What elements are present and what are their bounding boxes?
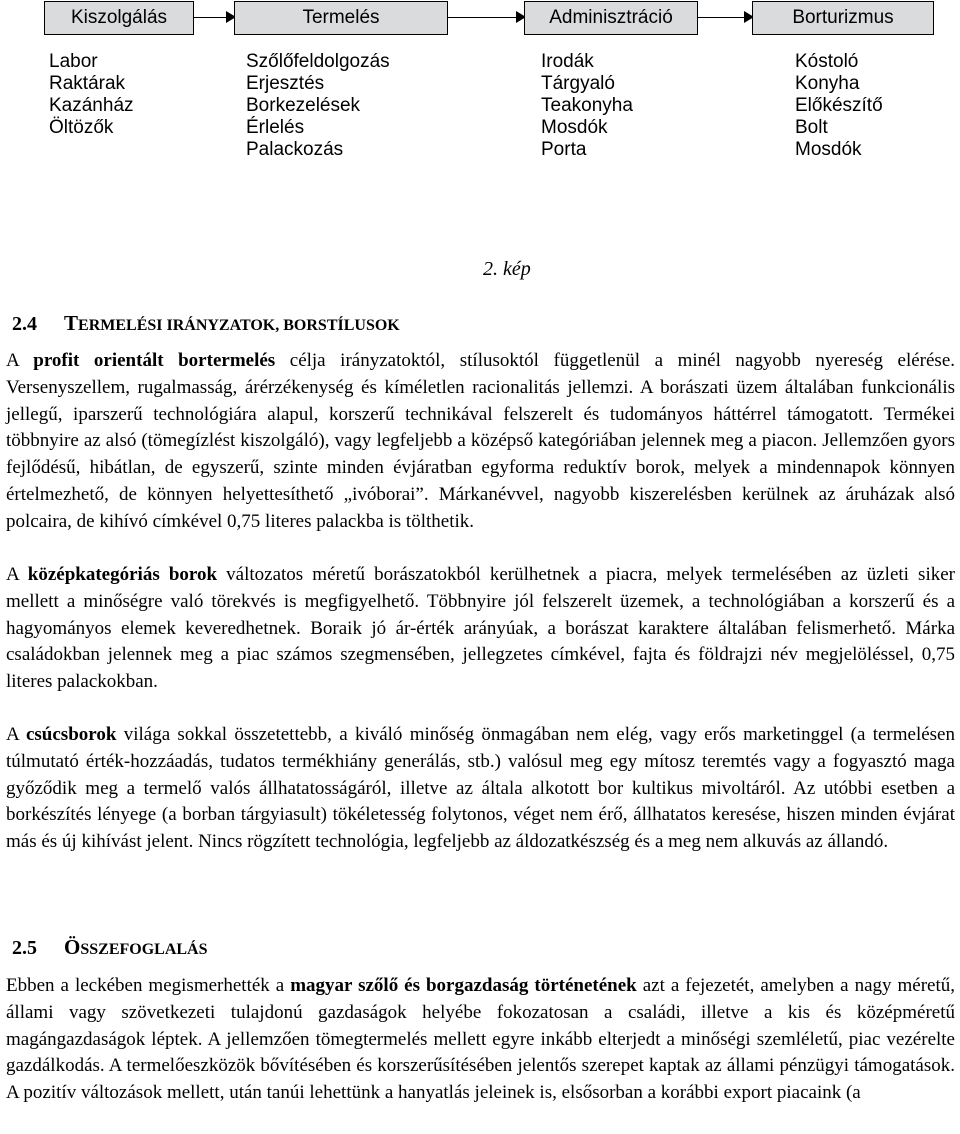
list-item: Labor	[49, 51, 98, 72]
header-box-adminisztracio: Adminisztráció	[524, 1, 698, 35]
list-item: Erjesztés	[246, 73, 325, 94]
figure-caption: 2. kép	[483, 258, 531, 280]
list-item: Irodák	[541, 51, 594, 72]
arrow-right-1	[194, 17, 234, 18]
header-box-kiszolgalas: Kiszolgálás	[44, 1, 194, 35]
list-item: Bolt	[795, 117, 828, 138]
list-item: Tárgyaló	[541, 73, 615, 94]
arrow-right-2	[448, 17, 524, 18]
section-number: 2.5	[12, 937, 37, 959]
list-item: Porta	[541, 139, 587, 160]
section-heading-2-4	[12, 311, 400, 336]
section-heading-2-5	[12, 935, 208, 960]
list-item: Konyha	[795, 73, 860, 94]
list-item: Előkészítő	[795, 95, 883, 116]
column-termeles	[246, 51, 390, 161]
list-item: Szőlőfeldolgozás	[246, 51, 390, 72]
bold-term: profit orientált bortermelés	[33, 350, 276, 371]
column-borturizmus	[795, 51, 883, 161]
column-adminisztracio	[541, 51, 633, 161]
list-item: Mosdók	[541, 117, 608, 138]
paragraph-summary: Ebben a leckében megismerhették a magyar szőlő és borgazdaság történetének azt a fejezetét, amelyben a nagy méretű, állami vagy szövetkezeti tulajdonú gazdaságok helyébe fokozatosan a családi, illetve a kis és középméretű magángazdaságok léptek. A jellemzően tömegtermelés mellett egyre inkább elterjedt a minőségi szemléletű, piac vezérelte gazdálkodás. A termelőeszközök bővítésében és korszerűsítésében jelentős szerepet kaptak az állami pénzügyi támogatások. A pozitív változások mellett, után tanúi lehettünk a hanyatlás jeleinek is, elsősorban a korábbi export piacaink (a	[6, 975, 955, 1104]
list-item: Palackozás	[246, 139, 344, 160]
list-item: Raktárak	[49, 73, 126, 94]
header-box-borturizmus: Borturizmus	[752, 1, 934, 35]
bold-term: középkategóriás borok	[27, 564, 218, 585]
list-item: Öltözők	[49, 117, 114, 138]
section-title: SSZEFOGLALÁS	[80, 941, 208, 958]
arrow-right-3	[698, 17, 752, 18]
list-item: Kóstoló	[795, 51, 859, 72]
list-item: Borkezelések	[246, 95, 361, 116]
section-number: 2.4	[12, 313, 37, 335]
section-title-initial: Ö	[64, 935, 81, 959]
section-title: ERMELÉSI IRÁNYZATOK, BORSTÍLUSOK	[78, 317, 400, 334]
list-item: Kazánház	[49, 95, 134, 116]
header-box-termeles: Termelés	[234, 1, 448, 35]
paragraph-top-wines: A csúcsborok világa sokkal összetettebb, a kiváló minőség önmagában nem elég, vagy erős marketinggel (a termelésen túlmutató érték-hozzáadás, tudatos termékhiány generálás, stb.) valósul meg egy mítosz teremtés vagy a fogyasztó maga győződik meg a termelő valós állhatatosságáról, illetve az általa alkotott bor kultikus mivoltáról. Az utóbbi esetben a borkészítés lényege (a borban tárgyiasult) tökéletesség folytonos, véget nem érő, állhatatos keresése, hiszen minden évjárat más és új kihívást jelent. Nincs rögzített technológia, legfeljebb az áldozatkészség és a meg nem alkuvás az állandó.	[6, 724, 955, 853]
bold-term: csúcsborok	[25, 724, 117, 745]
section-title-initial: T	[64, 311, 79, 335]
paragraph-middle-category: A középkategóriás borok változatos méretű borászatokból kerülhetnek a piacra, melyek termelésében az üzleti siker mellett a minőségre való törekvés is megfigyelhető. Többnyire jól felszerelt üzemek, a technológiában a korszerű és a hagyományos elemek keveredhetnek. Boraik jó ár-érték arányúak, a borászat karaktere általában felismerhető. Márka családokban jelennek meg a piac számos szegmensében, jellegzetes címkével, fajta és földrajzi név megjelöléssel, 0,75 literes palackokban.	[6, 564, 955, 693]
list-item: Érlelés	[246, 117, 305, 138]
bold-term: magyar szőlő és borgazdaság történetének	[290, 975, 637, 996]
list-item: Teakonyha	[541, 95, 633, 116]
organization-diagram	[0, 0, 960, 170]
column-kiszolgalas	[49, 51, 134, 139]
paragraph-profit-oriented: A profit orientált bortermelés célja irányzatoktól, stílusoktól függetlenül a minél nagyobb nyereség elérése. Versenyszellem, rugalmasság, árérzékenység és kíméletlen racionalitás jellemzi. A borászati üzem általában funkcionális jellegű, iparszerű technológiára alapul, korszerű technikával felszerelt és tudományos háttérrel támogatott. Termékei többnyire az alsó (tömegízlést kiszolgáló), vagy legfeljebb a középső kategóriában jelennek meg a piacon. Jellemzően gyors fejlődésű, hibátlan, de egyszerű, szinte minden évjáratban egyforma reduktív borok, melyek a mindennapok könnyen értelmezhető, de könnyen helyettesíthető „ivóborai”. Márkanévvel, nagyobb kiszerelésben kerülnek az áruházak alsó polcaira, de kihívó címkével 0,75 literes palackba is tölthetik.	[6, 350, 955, 532]
list-item: Mosdók	[795, 139, 862, 160]
